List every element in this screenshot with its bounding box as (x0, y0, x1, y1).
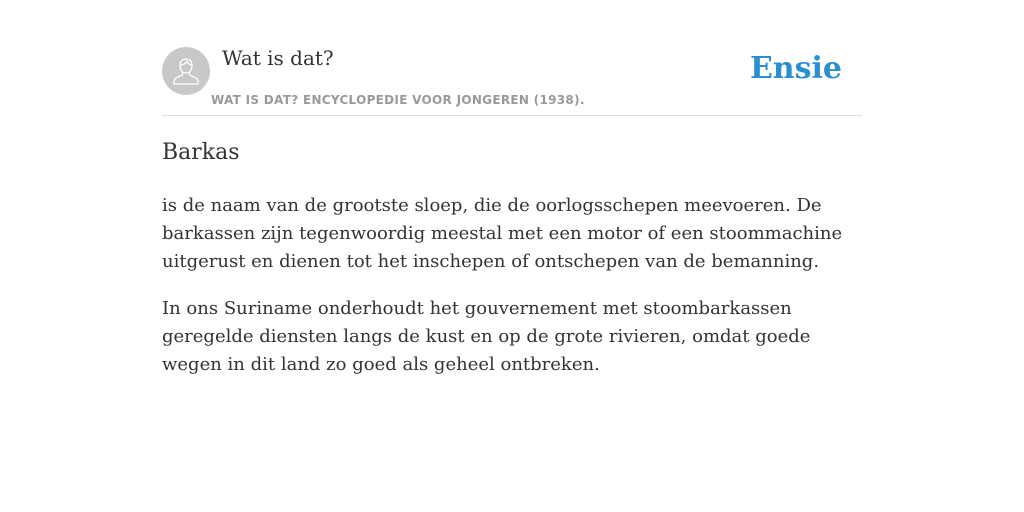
ensie-logo[interactable]: Ensie (749, 51, 842, 86)
entry-paragraph: is de naam van de grootste sloep, die de oorlogsschepen meevoeren. De barkassen zijn tegenwoordig meestal met een motor of een stoommachine uitgerust en dienen tot het inschepen of ontschepen van de bemanning. (162, 195, 843, 272)
source-title[interactable]: Wat is dat? (222, 46, 334, 70)
entry-body (162, 192, 862, 398)
page-container (162, 0, 862, 375)
entry-paragraph: In ons Suriname onderhoudt het gouvernement met stoombarkassen geregelde diensten langs de kust en op de grote rivieren, omdat goede wegen in dit land zo goed als geheel ontbreken. (162, 298, 811, 375)
user-icon (172, 56, 200, 86)
avatar[interactable] (162, 47, 210, 95)
entry-title: Barkas (162, 140, 240, 165)
source-header (162, 0, 862, 116)
source-subtitle[interactable]: WAT IS DAT? ENCYCLOPEDIE VOOR JONGEREN (1938). (211, 93, 585, 107)
